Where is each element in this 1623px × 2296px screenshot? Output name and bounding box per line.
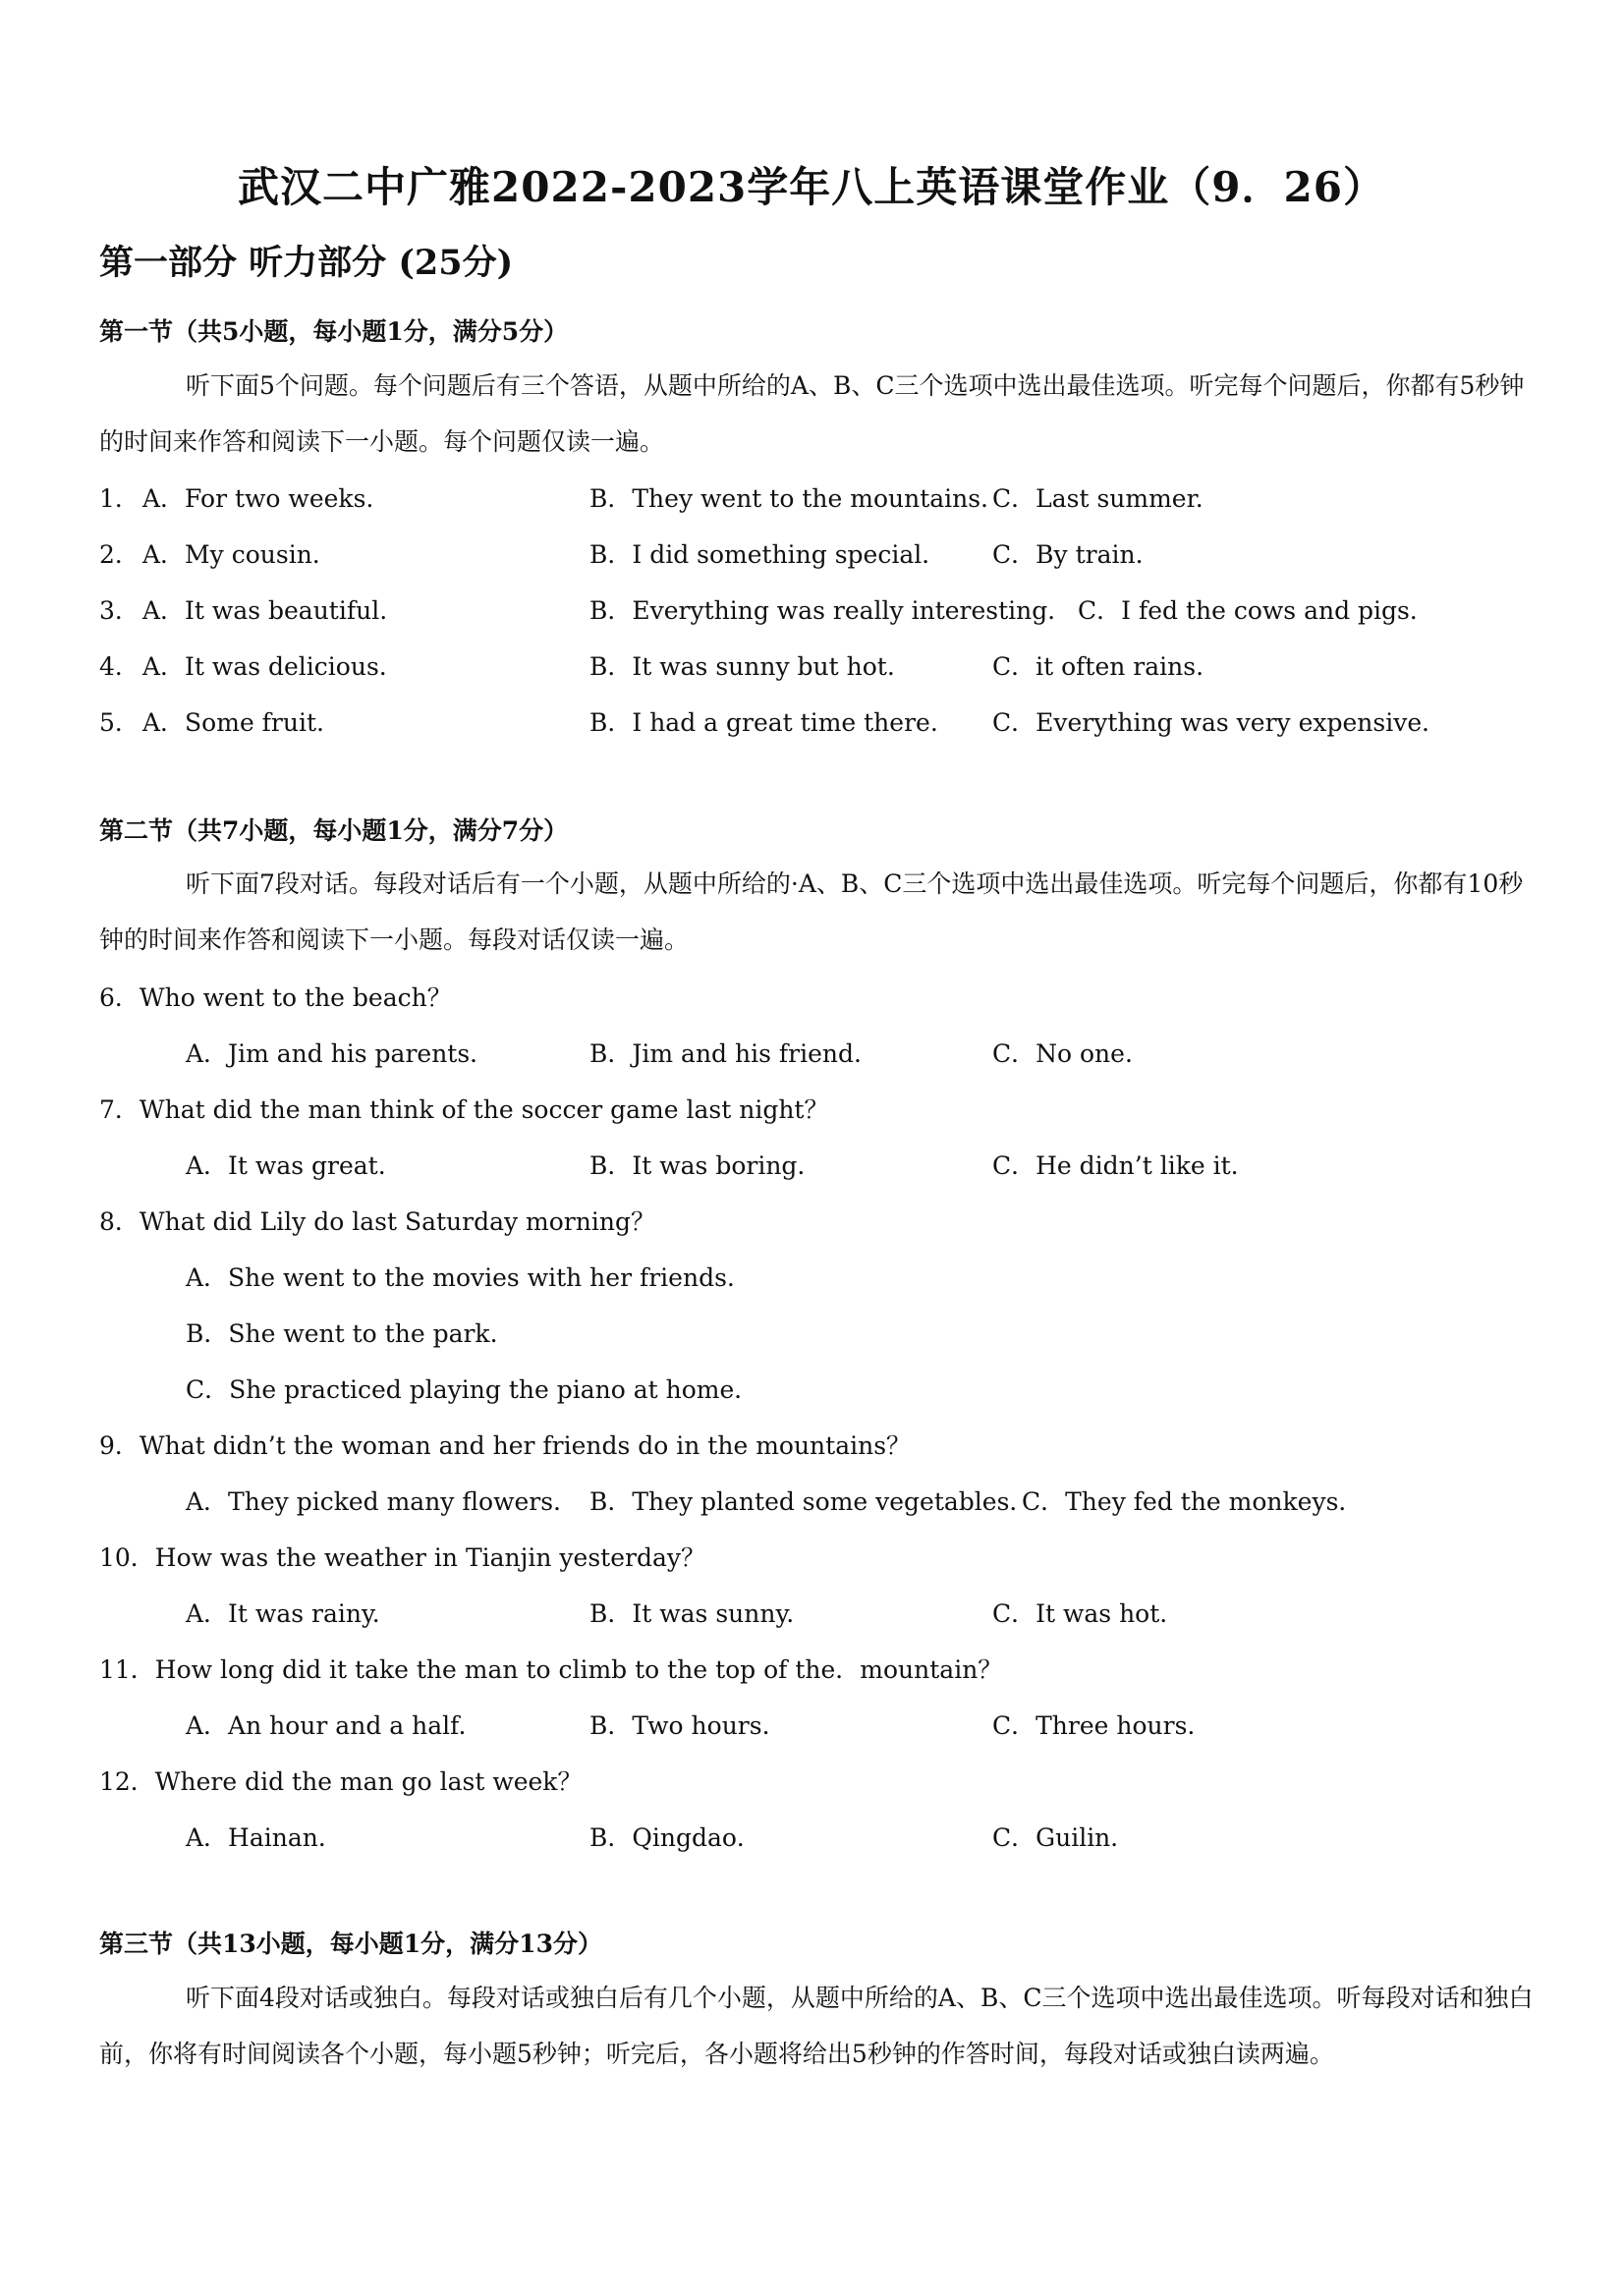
option-a: A．She went to the movies with her friends. [186,1263,735,1292]
option-a: A．They picked many flowers． [186,1487,579,1516]
option-a: A．It was rainy. [186,1599,380,1628]
option-a: A．It was beautiful. [142,596,388,625]
option-b: B．They went to the mountains． [589,484,1006,513]
option-a: A．Jim and his parents． [186,1039,495,1068]
option-c: C．No one. [992,1039,1133,1068]
section1-heading: 第一节（共5小题，每小题1分，满分5分） [99,317,569,346]
question-number: 1． [99,484,140,513]
option-c: C．It was hot. [992,1599,1168,1628]
option-c: C．Everything was very expensive． [992,708,1447,737]
question-number: 4． [99,652,140,681]
option-c: C．I fed the cows and pigs． [1078,596,1434,625]
option-b: B．Qingdao． [589,1823,761,1852]
question-stem: 8．What did Lily do last Saturday morning？ [99,1207,655,1236]
part1-heading: 第一部分 听力部分 (25分) [99,243,514,283]
option-b: B．She went to the park. [186,1319,498,1348]
question-stem: 11．How long did it take the man to climb to the top of the．mountain？ [99,1655,1003,1684]
section2-instruction [99,856,1534,968]
option-c: C．Three hours. [992,1711,1196,1740]
option-b: B．Everything was really interesting． [589,596,1073,625]
option-a: A．An hour and a half. [186,1711,467,1740]
question-stem: 10．How was the weather in Tianjin yesterday？ [99,1543,706,1572]
question-stem: 12．Where did the man go last week？ [99,1767,583,1796]
option-b: B．I did something special． [589,540,947,569]
option-b: B．It was sunny but hot. [589,652,895,681]
section2-instruction-text: 听下面7段对话。每段对话后有一个小题，从题中所给的·A、B、C三个选项中选出最佳选项。听完每个问题后，你都有10秒钟的时间来作答和阅读下一小题。每段对话仅读一遍。 [99,869,1524,954]
section1-instruction [99,358,1534,470]
document-title: 武汉二中广雅2022-2023学年八上英语课堂作业（9．26） [238,163,1385,211]
option-c: C．Last summer. [992,484,1203,513]
question-stem: 9．What didn’t the woman and her friends do in the mountains？ [99,1431,912,1460]
section2-heading: 第二节（共7小题，每小题1分，满分7分） [99,816,569,845]
section1-instruction-text: 听下面5个问题。每个问题后有三个答语，从题中所给的A、B、C三个选项中选出最佳选项。听完每个问题后，你都有5秒钟的时间来作答和阅读下一小题。每个问题仅读一遍。 [99,371,1525,456]
option-a: A．It was delicious. [142,652,387,681]
option-b: B．I had a great time there. [589,708,938,737]
option-c: C．Guilin． [992,1823,1136,1852]
option-c: C．He didn’t like it. [992,1151,1239,1180]
option-b: B．Two hours. [589,1711,770,1740]
section3-heading: 第三节（共13小题，每小题1分，满分13分） [99,1930,602,1958]
option-a: A．For two weeks. [142,484,374,513]
option-c: C．it often rains. [992,652,1204,681]
question-number: 2． [99,540,140,569]
option-b: B．Jim and his friend. [589,1039,862,1068]
option-c: C．They fed the monkeys． [1022,1487,1364,1516]
option-b: B．It was sunny. [589,1599,795,1628]
section3-instruction-text: 听下面4段对话或独白。每段对话或独白后有几个小题，从题中所给的A、B、C三个选项中选出最佳选项。听每段对话和独白前，你将有时间阅读各个小题，每小题5秒钟；听完后，各小题将给出5秒钟的作答时间，每段对话或独白读两遍。 [99,1984,1534,2068]
option-a: A．Some fruit. [142,708,324,737]
option-c: C．By train. [992,540,1144,569]
question-number: 3． [99,596,140,625]
option-a: A．My cousin. [142,540,320,569]
option-c: C．She practiced playing the piano at home． [186,1375,759,1404]
question-stem: 6．Who went to the beach？ [99,983,452,1012]
option-a: A．It was great. [186,1151,386,1180]
option-a: A．Hainan． [186,1823,343,1852]
option-b: B．They planted some vegetables． [589,1487,1035,1516]
question-stem: 7．What did the man think of the soccer game last night？ [99,1095,829,1124]
question-number: 5． [99,708,140,737]
option-b: B．It was boring. [589,1151,806,1180]
section3-instruction [99,1970,1534,2082]
